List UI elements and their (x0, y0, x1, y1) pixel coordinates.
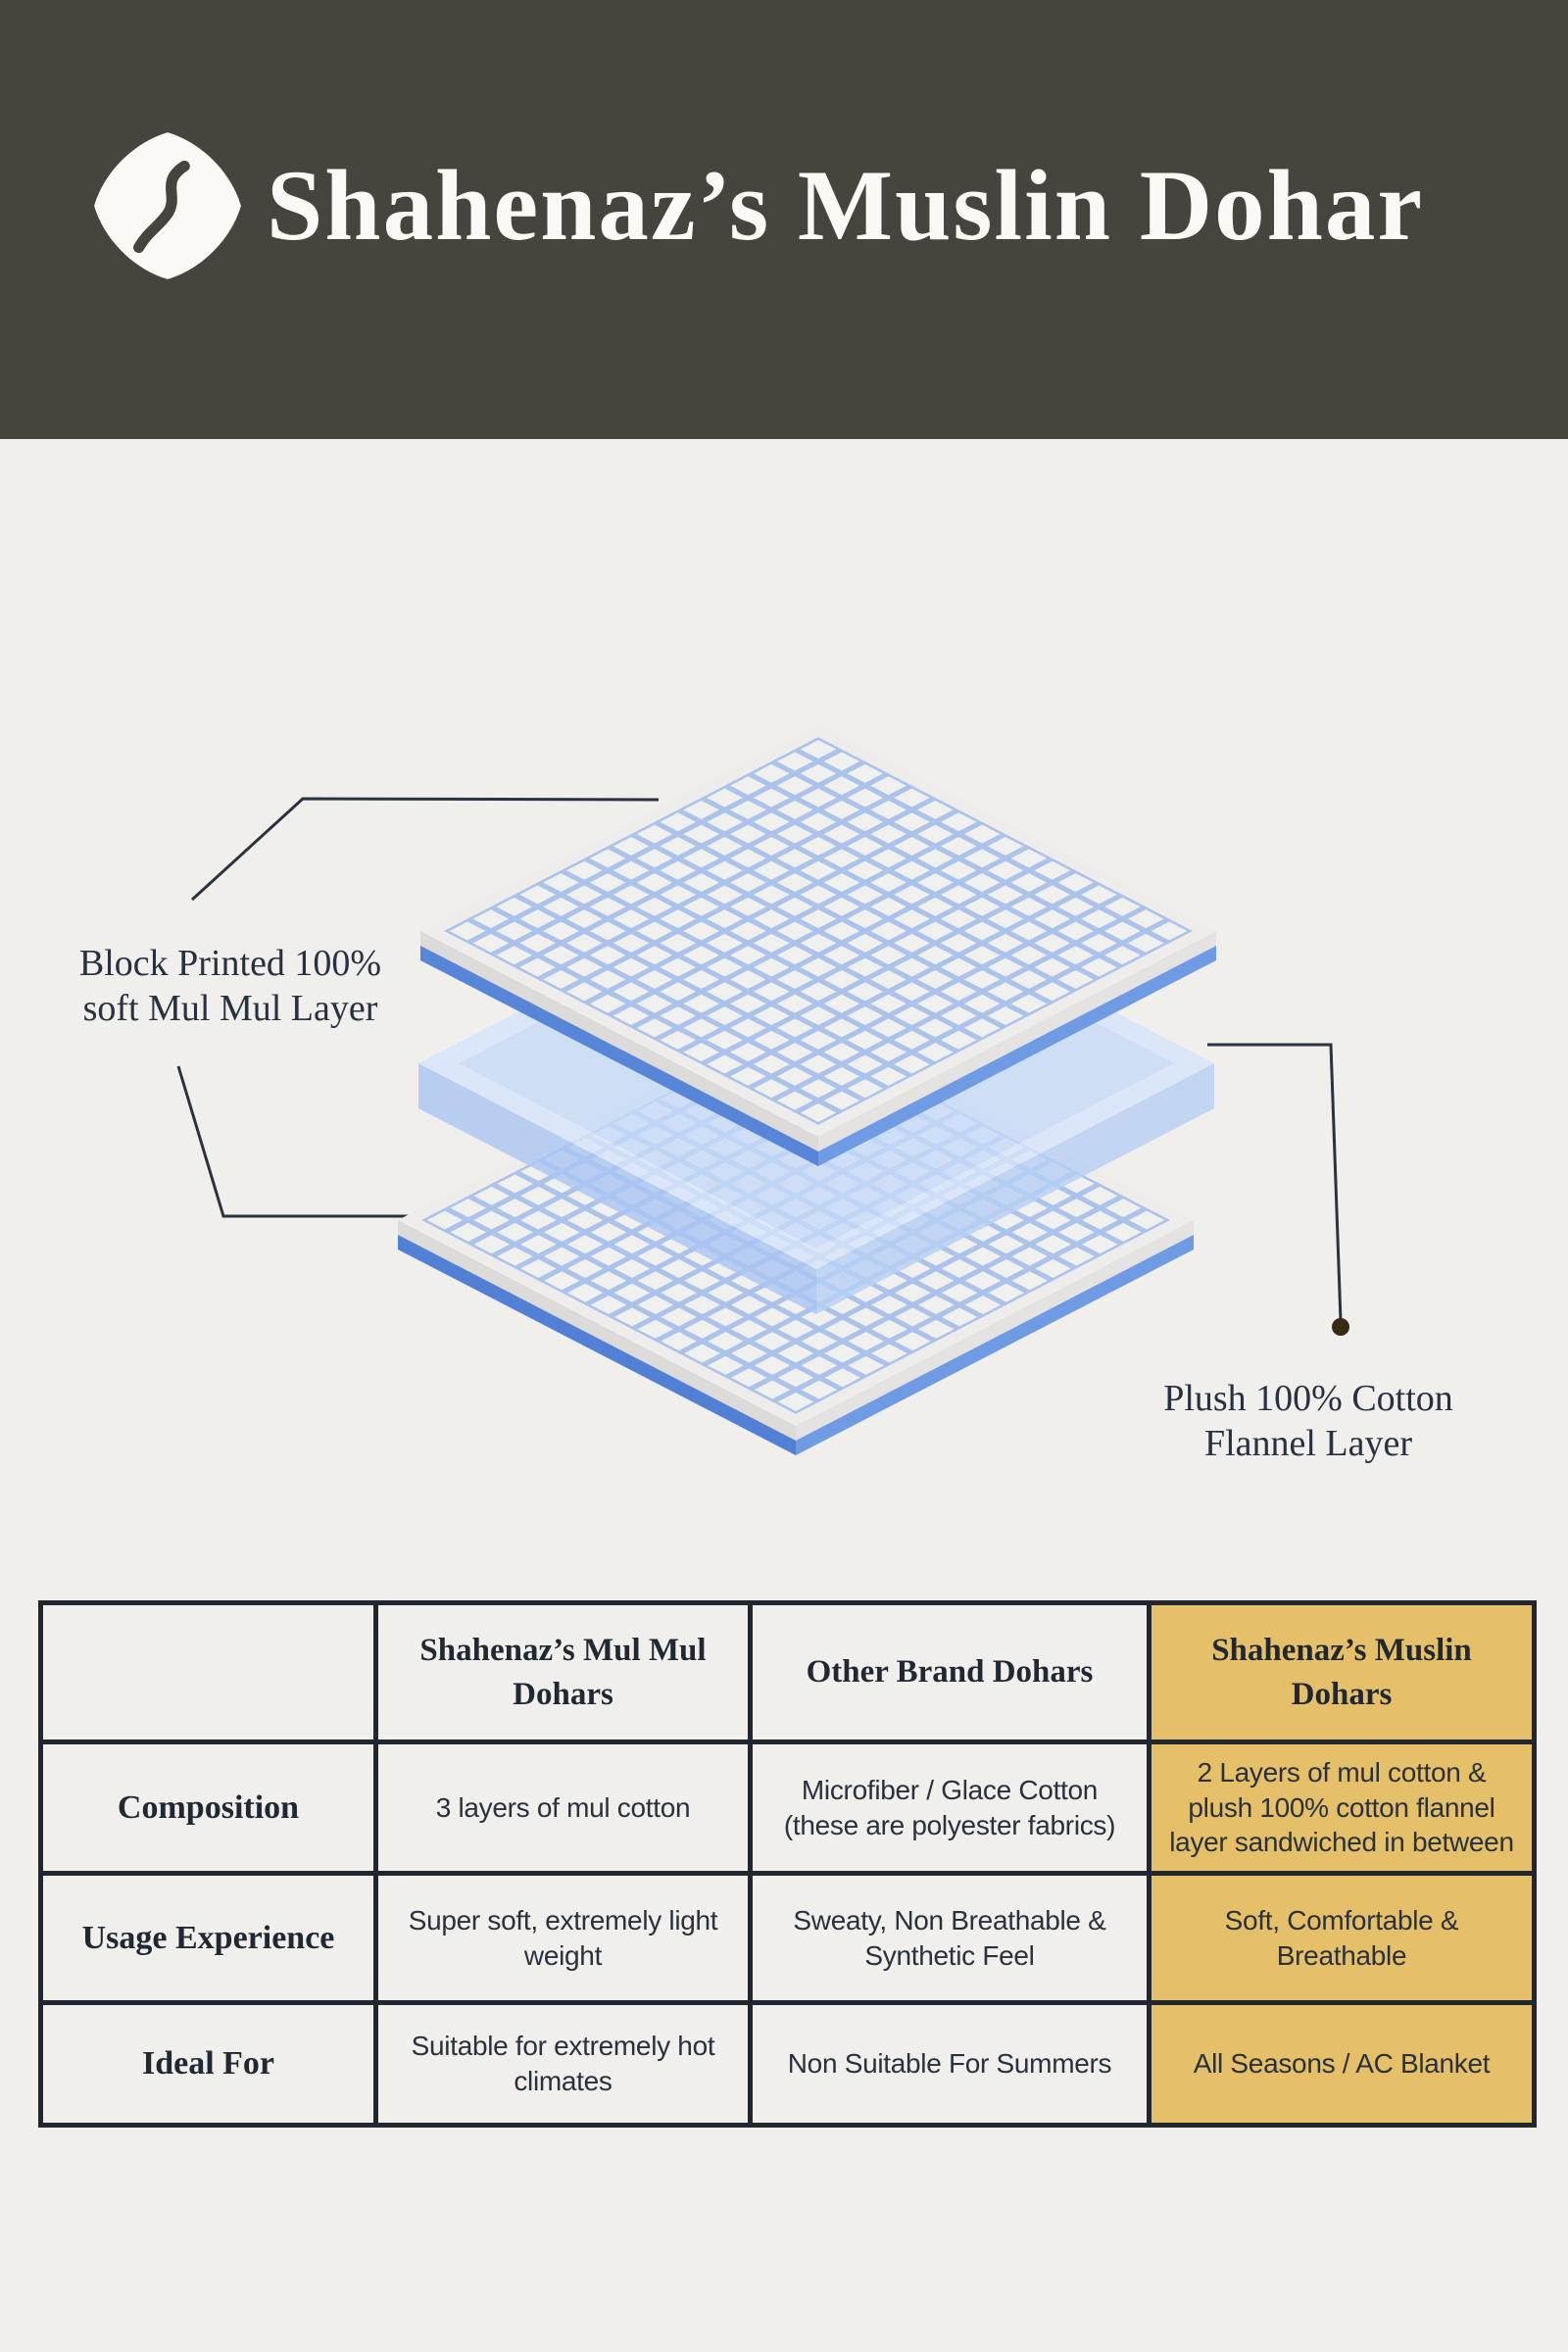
cell-ideal-muslin: All Seasons / AC Blanket (1150, 2003, 1535, 2126)
column-header-muslin: Shahenaz’s Muslin Dohars (1150, 1603, 1535, 1742)
page-title: Shahenaz’s Muslin Dohar (267, 150, 1425, 262)
table-row-composition (41, 1742, 1535, 1874)
column-header-mulmul: Shahenaz’s Mul Mul Dohars (376, 1603, 751, 1742)
label-flannel-line1: Plush 100% Cotton (1163, 1378, 1453, 1419)
column-header-other-brand: Other Brand Dohars (751, 1603, 1150, 1742)
row-label-ideal: Ideal For (41, 2003, 376, 2126)
cell-usage-mulmul: Super soft, extremely light weight (376, 1874, 751, 2003)
cell-ideal-mulmul: Suitable for extremely hot climates (376, 2003, 751, 2126)
cell-composition-mulmul: 3 layers of mul cotton (376, 1742, 751, 1874)
table-corner-cell (41, 1603, 376, 1742)
row-label-composition: Composition (41, 1742, 376, 1874)
cell-composition-muslin: 2 Layers of mul cotton & plush 100% cotton flannel layer sandwiched in between (1150, 1742, 1535, 1874)
leader-middle-layer (1207, 1045, 1341, 1321)
label-flannel-line2: Flannel Layer (1203, 1423, 1413, 1465)
table-row-ideal (41, 2003, 1535, 2126)
row-label-usage: Usage Experience (41, 1874, 376, 2003)
cell-usage-muslin: Soft, Comfortable & Breathable (1150, 1874, 1535, 2003)
cell-ideal-other: Non Suitable For Summers (751, 2003, 1150, 2126)
label-flannel-layer (1115, 1376, 1501, 1467)
leader-dot (1332, 1318, 1349, 1336)
label-mulmul-line2: soft Mul Mul Layer (82, 988, 378, 1030)
cell-usage-other: Sweaty, Non Breathable & Synthetic Feel (751, 1874, 1150, 2003)
cell-composition-other: Microfiber / Glace Cotton (these are polyester fabrics) (751, 1742, 1150, 1874)
comparison-table (38, 1600, 1537, 2128)
table-header-row (41, 1603, 1535, 1742)
table-row-usage (41, 1874, 1535, 2003)
label-mulmul-line1: Block Printed 100% (78, 943, 382, 984)
label-mulmul-layer (37, 941, 423, 1032)
